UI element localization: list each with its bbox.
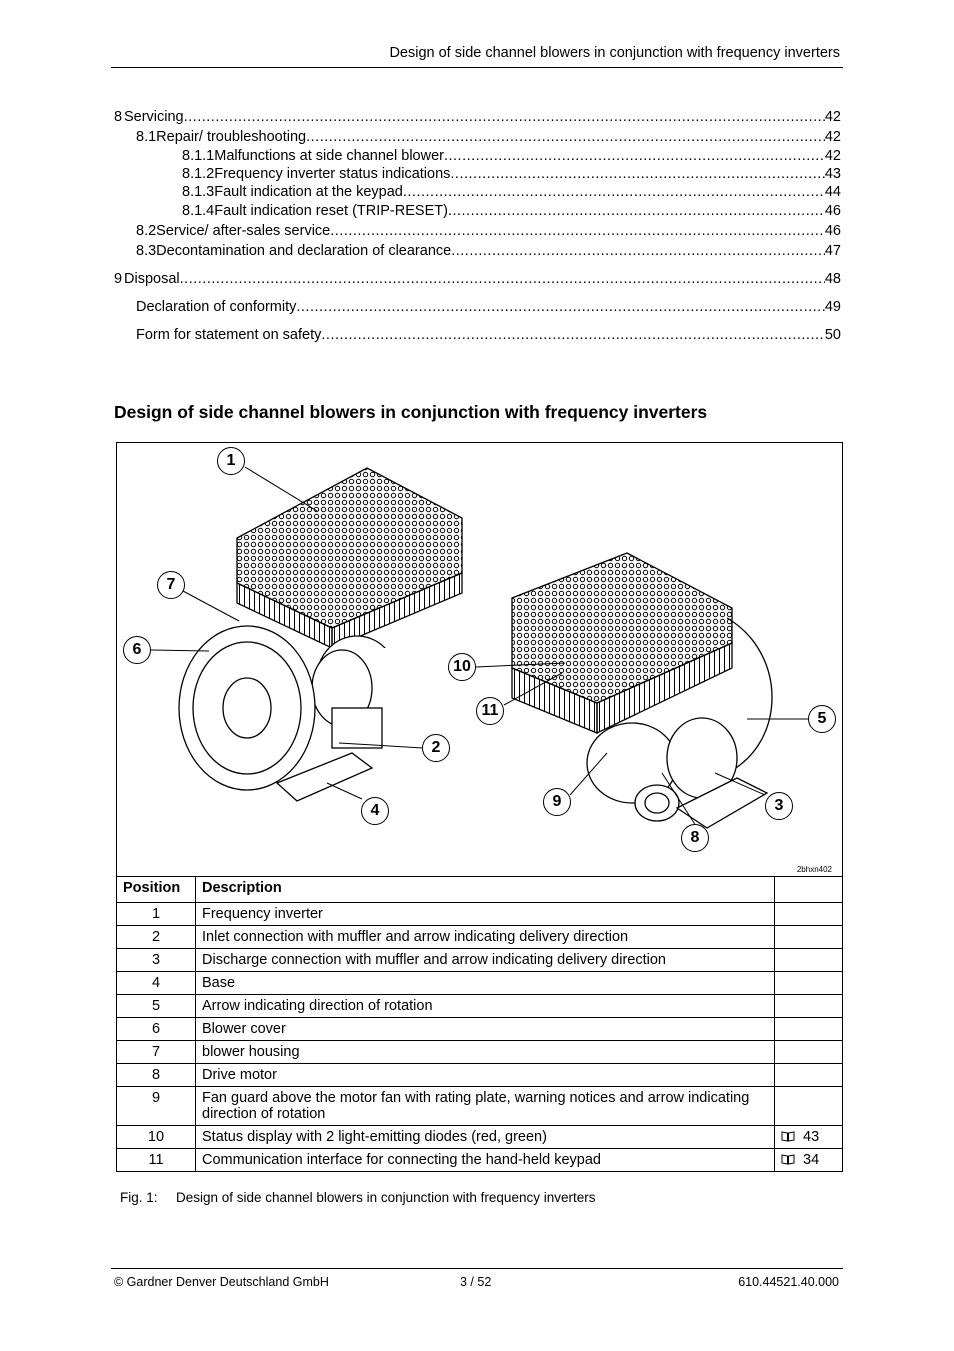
toc-number: 9 xyxy=(114,271,123,287)
table-row xyxy=(117,1064,843,1087)
callout-10: 10 xyxy=(448,653,476,681)
toc-number: 8.1.3 xyxy=(182,184,215,200)
row-description: Frequency inverter xyxy=(196,903,775,926)
row-description: Status display with 2 light-emitting diodes (red, green) xyxy=(196,1126,775,1149)
row-position: 11 xyxy=(117,1149,196,1172)
callout-7: 7 xyxy=(157,571,185,599)
figure-code: 2bhxn402 xyxy=(796,865,832,874)
section-heading: Design of side channel blowers in conjunction with frequency inverters xyxy=(114,402,708,422)
toc-page: 46 xyxy=(824,223,841,239)
toc-page: 50 xyxy=(824,327,841,343)
right-blower xyxy=(512,553,772,828)
table-row xyxy=(117,1041,843,1064)
toc-leader xyxy=(448,202,825,220)
toc-number: 8.2 xyxy=(136,223,157,239)
callout-11: 11 xyxy=(476,697,504,725)
toc-title: Declaration of conformity xyxy=(136,299,297,315)
row-reference[interactable] xyxy=(775,1149,843,1172)
table-row xyxy=(117,926,843,949)
row-reference xyxy=(775,972,843,995)
row-reference xyxy=(775,949,843,972)
toc-page: 42 xyxy=(824,148,841,164)
table-row xyxy=(117,972,843,995)
toc-title: Form for statement on safety xyxy=(136,327,322,343)
row-description: Drive motor xyxy=(196,1064,775,1087)
toc-page: 42 xyxy=(824,109,841,125)
toc-page: 43 xyxy=(824,166,841,182)
row-position: 4 xyxy=(117,972,196,995)
row-position: 6 xyxy=(117,1018,196,1041)
page-reference: 34 xyxy=(803,1152,820,1168)
page-reference: 43 xyxy=(803,1129,820,1145)
toc-leader xyxy=(296,298,824,316)
callout-4: 4 xyxy=(361,797,389,825)
caption-label: Fig. 1: xyxy=(120,1190,158,1205)
row-position: 2 xyxy=(117,926,196,949)
toc-leader xyxy=(450,165,824,183)
row-position: 7 xyxy=(117,1041,196,1064)
toc-leader xyxy=(403,183,825,201)
toc-page: 49 xyxy=(824,299,841,315)
toc-page: 48 xyxy=(824,271,841,287)
toc-leader xyxy=(321,326,825,344)
row-reference xyxy=(775,1018,843,1041)
row-description: blower housing xyxy=(196,1041,775,1064)
header-rule xyxy=(111,67,843,68)
row-position: 9 xyxy=(117,1087,196,1126)
column-header-position: Position xyxy=(117,877,196,903)
row-reference xyxy=(775,1064,843,1087)
blower-drawing xyxy=(117,443,842,875)
book-icon xyxy=(781,1131,795,1142)
row-description: Blower cover xyxy=(196,1018,775,1041)
row-description: Base xyxy=(196,972,775,995)
toc-number: 8.3 xyxy=(136,243,157,259)
footer-rule xyxy=(111,1268,843,1269)
legend-table xyxy=(116,876,843,1172)
toc-title: Fault indication reset (TRIP-RESET) xyxy=(214,203,448,219)
row-position: 5 xyxy=(117,995,196,1018)
callout-8: 8 xyxy=(681,824,709,852)
toc-title: Frequency inverter status indications xyxy=(214,166,451,182)
row-description: Inlet connection with muffler and arrow indicating delivery direction xyxy=(196,926,775,949)
table-row xyxy=(117,1018,843,1041)
row-position: 8 xyxy=(117,1064,196,1087)
toc-title: Decontamination and declaration of clearance xyxy=(156,243,452,259)
toc-title: Servicing xyxy=(123,109,184,125)
caption-text: Design of side channel blowers in conjunction with frequency inverters xyxy=(176,1190,596,1205)
toc-leader xyxy=(451,242,825,260)
toc-leader xyxy=(180,270,825,288)
toc-entry[interactable] xyxy=(136,128,841,146)
toc-entry[interactable] xyxy=(136,222,841,240)
row-description: Fan guard above the motor fan with rating plate, warning notices and arrow indicating direction of rotation xyxy=(196,1087,775,1126)
row-reference xyxy=(775,903,843,926)
table-row xyxy=(117,995,843,1018)
running-header: Design of side channel blowers in conjunction with frequency inverters xyxy=(389,45,840,61)
toc-entry[interactable] xyxy=(182,202,841,220)
callout-1: 1 xyxy=(217,447,245,475)
toc-leader xyxy=(444,147,825,165)
row-description: Communication interface for connecting the hand-held keypad xyxy=(196,1149,775,1172)
toc-entry[interactable] xyxy=(182,165,841,183)
figure-caption xyxy=(120,1190,595,1205)
table-row xyxy=(117,1087,843,1126)
toc-number: 8.1.4 xyxy=(182,203,215,219)
footer-copyright: © Gardner Denver Deutschland GmbH xyxy=(114,1275,329,1289)
toc-page: 42 xyxy=(824,129,841,145)
footer-page-number: 3 / 52 xyxy=(460,1275,492,1289)
table-row xyxy=(117,1149,843,1172)
row-description: Discharge connection with muffler and arrow indicating delivery direction xyxy=(196,949,775,972)
table-row xyxy=(117,1126,843,1149)
toc-page: 44 xyxy=(824,184,841,200)
toc-leader xyxy=(330,222,825,240)
callout-6: 6 xyxy=(123,636,151,664)
toc-leader xyxy=(184,108,825,126)
toc-number: 8 xyxy=(114,109,123,125)
toc-entry[interactable] xyxy=(136,326,841,344)
row-reference xyxy=(775,1087,843,1126)
toc-entry[interactable] xyxy=(114,108,841,126)
toc-page: 46 xyxy=(824,203,841,219)
toc-title: Repair/ troubleshooting xyxy=(156,129,307,145)
column-header-reference xyxy=(775,877,843,903)
toc-entry[interactable] xyxy=(182,183,841,201)
row-position: 10 xyxy=(117,1126,196,1149)
toc-title: Disposal xyxy=(124,271,180,287)
row-reference xyxy=(775,1041,843,1064)
row-reference[interactable] xyxy=(775,1126,843,1149)
book-icon xyxy=(781,1154,795,1165)
callout-2: 2 xyxy=(422,734,450,762)
callout-9: 9 xyxy=(543,788,571,816)
callout-5: 5 xyxy=(808,705,836,733)
left-blower xyxy=(179,468,462,801)
table-row xyxy=(117,949,843,972)
toc-leader xyxy=(306,128,825,146)
table-row xyxy=(117,903,843,926)
toc-entry[interactable] xyxy=(136,242,841,260)
toc-entry[interactable] xyxy=(136,298,841,316)
toc-number: 8.1 xyxy=(136,129,157,145)
row-description: Arrow indicating direction of rotation xyxy=(196,995,775,1018)
footer-document-number: 610.44521.40.000 xyxy=(738,1275,839,1289)
row-reference xyxy=(775,995,843,1018)
toc-title: Fault indication at the keypad xyxy=(214,184,403,200)
row-reference xyxy=(775,926,843,949)
toc-entry[interactable] xyxy=(114,270,841,288)
toc-title: Service/ after-sales service xyxy=(156,223,331,239)
row-position: 3 xyxy=(117,949,196,972)
table-header-row xyxy=(117,877,843,903)
toc-page: 47 xyxy=(824,243,841,259)
callout-3: 3 xyxy=(765,792,793,820)
row-position: 1 xyxy=(117,903,196,926)
toc-entry[interactable] xyxy=(182,147,841,165)
column-header-description: Description xyxy=(196,877,775,903)
toc-number: 8.1.1 xyxy=(182,148,215,164)
toc-title: Malfunctions at side channel blower xyxy=(214,148,444,164)
figure-illustration xyxy=(116,442,843,876)
toc-number: 8.1.2 xyxy=(182,166,215,182)
